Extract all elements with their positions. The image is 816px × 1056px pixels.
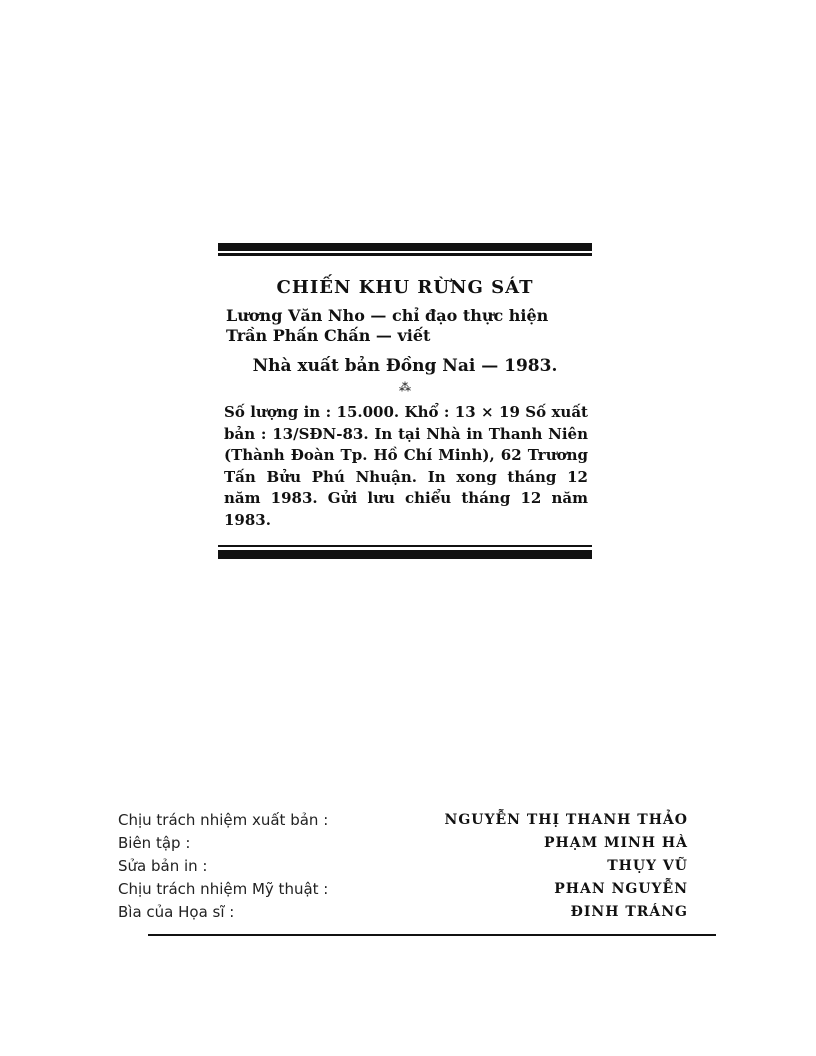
publisher-line: Nhà xuất bản Đồng Nai — 1983. bbox=[252, 356, 558, 376]
staff-row bbox=[118, 808, 688, 831]
staff-name: NGUYỄN THỊ THANH THẢO bbox=[444, 811, 688, 828]
staff-role: Bìa của Họa sĩ : bbox=[118, 902, 235, 921]
staff-credits bbox=[118, 808, 688, 923]
book-title: CHIẾN KHU RỪNG SÁT bbox=[276, 277, 534, 298]
staff-name: ĐINH TRÁNG bbox=[570, 903, 688, 920]
staff-name: PHẠM MINH HÀ bbox=[543, 834, 688, 851]
credit-director: Lương Văn Nho — chỉ đạo thực hiện bbox=[226, 306, 549, 325]
staff-role: Chịu trách nhiệm Mỹ thuật : bbox=[118, 879, 329, 898]
asterism-ornament: ⁂ bbox=[399, 380, 411, 394]
credit-writer: Trần Phấn Chấn — viết bbox=[226, 326, 431, 345]
colophon-block bbox=[218, 243, 592, 559]
staff-role: Sửa bản in : bbox=[118, 856, 208, 875]
staff-row bbox=[118, 877, 688, 900]
bottom-double-rule bbox=[218, 545, 592, 559]
staff-row bbox=[118, 900, 688, 923]
top-double-rule bbox=[218, 243, 592, 253]
staff-role: Chịu trách nhiệm xuất bản : bbox=[118, 810, 329, 829]
staff-name: PHAN NGUYỄN bbox=[554, 880, 688, 897]
staff-name: THỤY VŨ bbox=[607, 857, 688, 874]
footer-rule bbox=[148, 934, 716, 936]
print-details: Số lượng in : 15.000. Khổ : 13 × 19 Số xuất bản : 13/SĐN-83. In tại Nhà in Thanh Niên (Thành Đoàn Tp. Hồ Chí Minh), 62 Trương Tấn Bửu Phú Nhuận. In xong tháng 12 năm 1983. Gửi lưu chiểu tháng 12 năm 1983. bbox=[224, 403, 588, 529]
staff-role: Biên tập : bbox=[118, 833, 191, 852]
staff-row bbox=[118, 831, 688, 854]
staff-row bbox=[118, 854, 688, 877]
